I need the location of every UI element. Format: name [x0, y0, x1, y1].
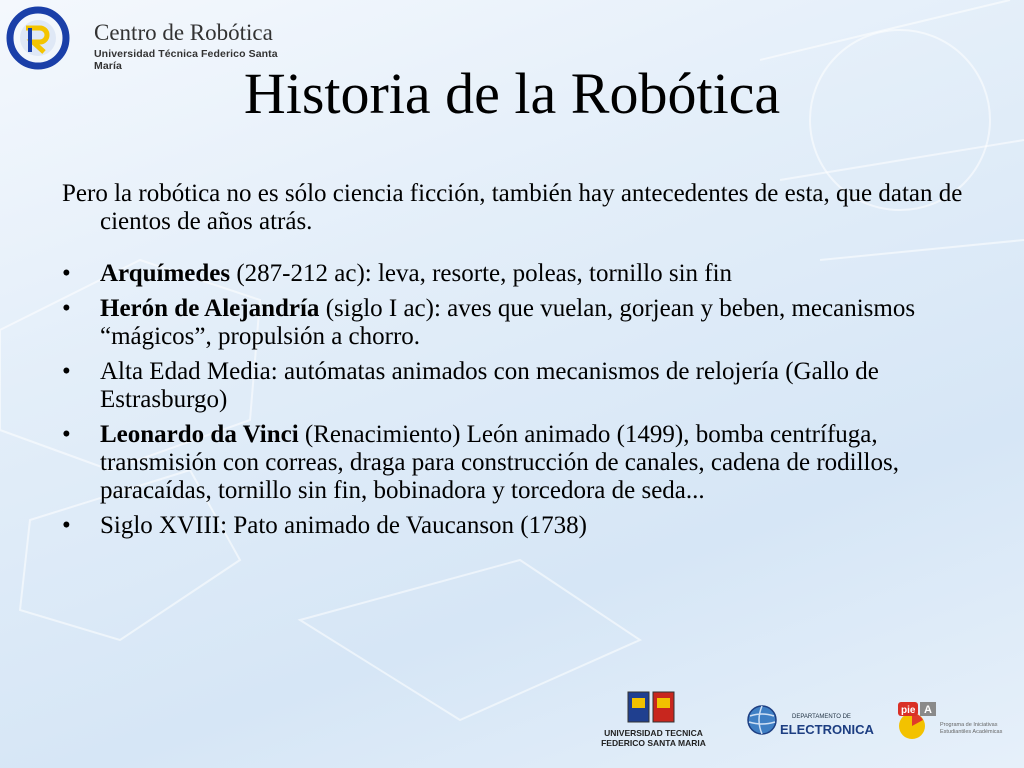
bullet-icon: • — [62, 295, 71, 322]
bullet-list — [62, 260, 972, 540]
list-item — [62, 295, 972, 351]
elec-name-label: ELECTRONICA — [780, 722, 874, 737]
piea-letter: A — [924, 704, 932, 716]
university-shield-icon — [626, 690, 676, 726]
piea-badge-text: pie — [901, 705, 916, 716]
globe-icon — [746, 704, 778, 736]
list-item — [62, 358, 972, 414]
bullet-icon: • — [62, 512, 71, 539]
slide-title: Historia de la Robótica — [243, 61, 781, 126]
slide-body — [62, 180, 972, 547]
piea-badge-icon — [896, 700, 940, 742]
utfsm-line2: FEDERICO SANTA MARIA — [601, 738, 706, 748]
bullet-text: Alta Edad Media: autómatas animados con mecanismos de relojería (Gallo de Estrasburgo) — [100, 358, 879, 413]
bullet-text: (siglo I ac): aves que vuelan, gorjean y beben, mecanismos “mágicos”, propulsión a chorro. — [100, 295, 916, 350]
bullet-bold: Arquímedes — [100, 260, 231, 287]
bullet-bold: Herón de Alejandría — [100, 295, 320, 322]
bullet-text: (287-212 ac): leva, resorte, poleas, tornillo sin fin — [230, 260, 733, 287]
utfsm-logo — [596, 690, 711, 754]
piea-logo — [896, 700, 1024, 748]
logo-subtitle: Universidad Técnica Federico Santa María — [94, 48, 278, 72]
list-item — [62, 260, 972, 288]
list-item — [62, 421, 972, 505]
bullet-icon: • — [62, 260, 71, 287]
piea-caption: Programa de Iniciativas Estudiantiles Académicas — [940, 722, 1003, 735]
intro-paragraph: Pero la robótica no es sólo ciencia ficción, también hay antecedentes de esta, que datan de cientos de años atrás. — [62, 180, 963, 235]
bullet-text: Siglo XVIII: Pato animado de Vaucanson (1738) — [100, 512, 587, 539]
bullet-text: (Renacimiento) León animado (1499), bomba centrífuga, transmisión con correas, draga para construcción de canales, cadena de rodillos, paracaídas, tornillo sin fin, bobinadora y torcedora de seda... — [100, 421, 899, 504]
bullet-icon: • — [62, 358, 71, 385]
bullet-icon: • — [62, 421, 71, 448]
bullet-bold: Leonardo da Vinci — [100, 421, 299, 448]
electronica-logo — [746, 700, 874, 742]
elec-dept-label: DEPARTAMENTO DE — [792, 714, 851, 720]
utfsm-line1: UNIVERSIDAD TECNICA — [604, 728, 703, 738]
list-item — [62, 512, 972, 540]
logo-title: Centro de Robótica — [94, 20, 273, 45]
